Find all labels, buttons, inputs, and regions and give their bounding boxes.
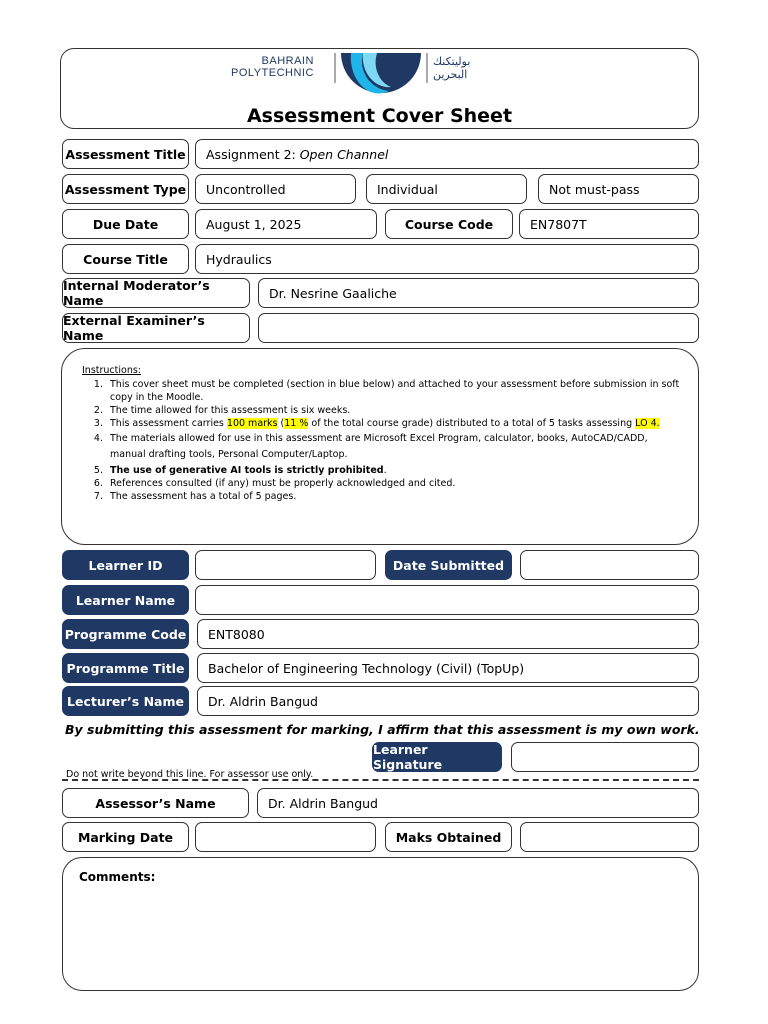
assessment-title-field — [195, 139, 699, 169]
lecturer-name-field: Dr. Aldrin Bangud — [197, 686, 699, 716]
programme-title-field: Bachelor of Engineering Technology (Civil) (TopUp) — [197, 653, 699, 683]
instruction-item-1: 1. This cover sheet must be completed (section in blue below) and attached to your assessment before submission in soft copy in the Moodle. — [106, 378, 682, 404]
learner-signature-label: Learner Signature — [372, 742, 502, 772]
page-title: Assessment Cover Sheet — [246, 105, 513, 127]
instruction-3-part-c: of the total course grade) distributed to a total of 5 tasks assessing — [308, 418, 636, 429]
external-examiner-field[interactable] — [258, 313, 699, 343]
instruction-item-3 — [106, 417, 682, 430]
instructions-list — [82, 378, 682, 503]
assessment-type-field: Uncontrolled — [195, 174, 356, 204]
polytechnic-logo-icon — [333, 47, 429, 95]
learner-signature-field[interactable] — [511, 742, 699, 772]
instructions-box — [61, 348, 699, 545]
marks-obtained-label: Maks Obtained — [385, 822, 512, 852]
programme-title-label: Programme Title — [62, 653, 189, 683]
internal-moderator-field: Dr. Nesrine Gaaliche — [258, 278, 699, 308]
date-submitted-field[interactable] — [520, 550, 699, 580]
assessor-divider — [62, 779, 699, 781]
assessor-only-note: Do not write beyond this line. For assessor use only. — [66, 769, 314, 780]
percent-highlight: 11 % — [284, 418, 309, 429]
affirmation-text: By submitting this assessment for marking, I affirm that this assessment is my own work. — [65, 722, 700, 737]
course-title-field: Hydraulics — [195, 244, 699, 274]
due-date-field: August 1, 2025 — [195, 209, 377, 239]
marking-date-label: Marking Date — [62, 822, 189, 852]
comments-box[interactable] — [62, 857, 699, 991]
comments-label: Comments: — [79, 870, 156, 884]
assessment-title-label: Assessment Title — [62, 139, 189, 169]
learner-id-label: Learner ID — [62, 550, 189, 580]
instruction-item-7: 7. The assessment has a total of 5 pages. — [106, 490, 682, 503]
must-pass-field: Not must-pass — [538, 174, 699, 204]
logo-en-line1: BAHRAIN — [261, 55, 314, 67]
logo-text-ar — [433, 55, 470, 81]
instruction-item-6: 6. References consulted (if any) must be properly acknowledged and cited. — [106, 477, 682, 490]
instruction-3-part-a: This assessment carries — [110, 418, 227, 429]
instruction-5-end: . — [383, 465, 387, 476]
marks-obtained-field[interactable] — [520, 822, 699, 852]
instructions-heading: Instructions: — [82, 365, 141, 376]
due-date-label: Due Date — [62, 209, 189, 239]
assessment-title-italic: Open Channel — [299, 146, 389, 162]
assessor-name-field: Dr. Aldrin Bangud — [257, 788, 699, 818]
marking-date-field[interactable] — [195, 822, 376, 852]
logo-en-line2: POLYTECHNIC — [231, 67, 314, 79]
lo-highlight: LO 4. — [635, 418, 660, 429]
lecturer-name-label: Lecturer’s Name — [62, 686, 189, 716]
instruction-3-part-b: ( — [277, 418, 285, 429]
header-box — [60, 48, 699, 129]
learner-name-label: Learner Name — [62, 585, 189, 615]
internal-moderator-label: Internal Moderator’s Name — [62, 278, 250, 308]
logo-ar-line1: بوليتكنك — [433, 55, 471, 68]
logo-ar-line2: البحرين — [433, 68, 468, 81]
programme-code-label: Programme Code — [62, 619, 189, 649]
assessment-type-label: Assessment Type — [62, 174, 189, 204]
course-code-field: EN7807T — [519, 209, 699, 239]
date-submitted-label: Date Submitted — [385, 550, 512, 580]
instruction-item-2: 2. The time allowed for this assessment is six weeks. — [106, 404, 682, 417]
assessment-mode-field: Individual — [366, 174, 527, 204]
learner-id-field[interactable] — [195, 550, 376, 580]
instruction-item-4: 4. The materials allowed for use in this assessment are Microsoft Excel Program, calculator, books, AutoCAD/CADD, manual drafting tools, Personal Computer/Laptop. — [106, 431, 682, 463]
logo-text-en — [231, 55, 314, 79]
instruction-item-5 — [106, 464, 682, 477]
ai-prohibition: The use of generative AI tools is strictly prohibited — [110, 465, 384, 476]
assessment-title-prefix: Assignment 2: — [206, 146, 300, 162]
assessor-name-label: Assessor’s Name — [62, 788, 249, 818]
programme-code-field: ENT8080 — [197, 619, 699, 649]
course-title-label: Course Title — [62, 244, 189, 274]
learner-name-field[interactable] — [195, 585, 699, 615]
external-examiner-label: External Examiner’s Name — [62, 313, 250, 343]
course-code-label: Course Code — [385, 209, 513, 239]
marks-highlight: 100 marks — [226, 418, 278, 429]
